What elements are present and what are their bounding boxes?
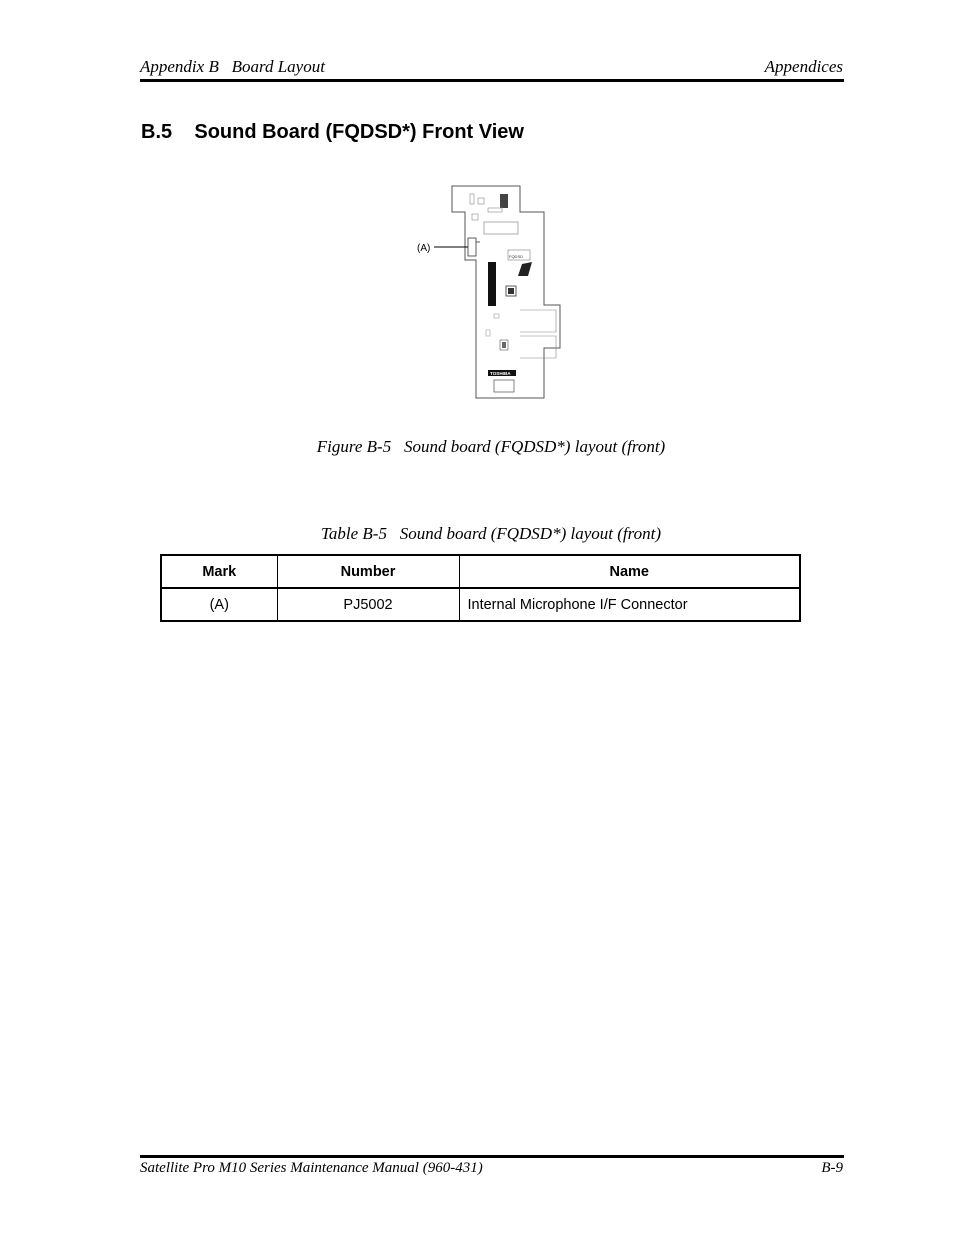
cell-mark: (A) bbox=[161, 588, 277, 621]
board-brand-label: TOSHIBA bbox=[490, 371, 511, 376]
page-header bbox=[140, 57, 843, 79]
callout-a-label: (A) bbox=[417, 243, 431, 254]
sound-board-drawing bbox=[410, 180, 570, 402]
table-caption: Table B-5 Sound board (FQDSD*) layout (front) bbox=[321, 524, 661, 543]
svg-text:FQDSD: FQDSD bbox=[509, 254, 523, 259]
column-header-name: Name bbox=[459, 555, 800, 588]
header-section: Appendices bbox=[764, 57, 843, 76]
header-rule bbox=[140, 79, 844, 82]
table-header-row bbox=[161, 555, 800, 588]
column-header-number: Number bbox=[277, 555, 459, 588]
page-number: B-9 bbox=[821, 1160, 843, 1176]
figure-caption: Figure B-5 Sound board (FQDSD*) layout (front) bbox=[316, 437, 666, 456]
column-header-mark: Mark bbox=[161, 555, 277, 588]
board-layout-table bbox=[160, 554, 801, 622]
board-figure bbox=[410, 180, 570, 402]
cell-number: PJ5002 bbox=[277, 588, 459, 621]
section-title: B.5 Sound Board (FQDSD*) Front View bbox=[141, 121, 524, 143]
header-chapter: Appendix B Board Layout bbox=[140, 57, 325, 76]
page-footer bbox=[140, 1160, 843, 1182]
table-row bbox=[161, 588, 800, 621]
footer-rule bbox=[140, 1155, 844, 1158]
cell-name: Internal Microphone I/F Connector bbox=[459, 588, 800, 621]
footer-manual-title: Satellite Pro M10 Series Maintenance Manual (960-431) bbox=[140, 1160, 483, 1176]
